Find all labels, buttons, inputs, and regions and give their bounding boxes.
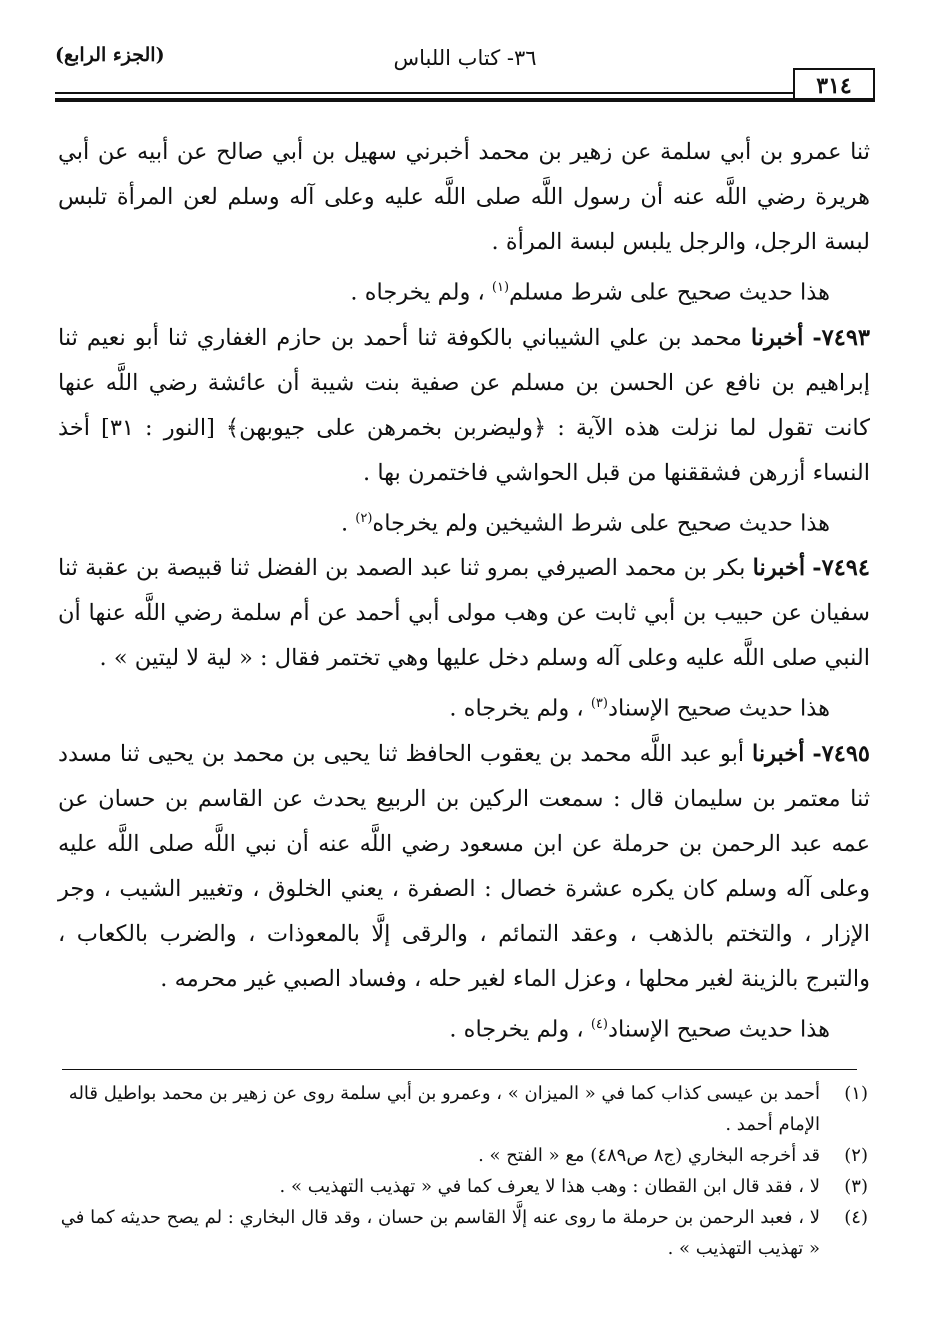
verdict-tail: ، ولم يخرجاه . bbox=[449, 695, 584, 722]
footnote-marker: (٤) bbox=[844, 1207, 868, 1228]
footnotes bbox=[60, 1078, 868, 1264]
hadith-7495 bbox=[58, 732, 870, 1002]
verdict-text: هذا حديث صحيح على شرط مسلم bbox=[509, 279, 830, 306]
footnote bbox=[60, 1202, 868, 1264]
verdict-tail: . bbox=[340, 510, 349, 536]
footnote-text: لا ، فعبد الرحمن بن حرملة ما روى عنه إلَّا القاسم بن حسان ، وقد قال البخاري : لم يصح حديثه كما في « تهذيب التهذيب » . bbox=[60, 1207, 820, 1259]
footnote bbox=[60, 1140, 868, 1171]
hadith-number: ٧٤٩٥- bbox=[812, 740, 870, 767]
footnote-ref: (١) bbox=[491, 280, 510, 295]
hadith-number: ٧٤٩٣- bbox=[812, 324, 871, 351]
header-rule-thin bbox=[55, 92, 793, 94]
verdict-line bbox=[58, 496, 870, 547]
hadith-intro: أخبرنا bbox=[750, 324, 804, 351]
hadith-intro: أخبرنا bbox=[752, 555, 806, 581]
paragraph-hadith-continuation bbox=[58, 130, 870, 265]
volume-label: (الجزء الرابع) bbox=[55, 44, 165, 66]
footnote bbox=[60, 1171, 868, 1202]
footnote-ref: (٣) bbox=[590, 696, 608, 711]
header-rule-thick bbox=[55, 98, 875, 102]
hadith-text: أبو عبد اللَّه محمد بن يعقوب الحافظ ثنا يحيى بن محمد بن يحيى ثنا مسدد ثنا معتمر بن سليمان قال : سمعت الركين بن الربيع يحدث عن القاسم بن حسان عن عمه عبد الرحمن بن حرملة عن ابن مسعود رضي اللَّه عنه أن نبي اللَّه صلى اللَّه عليه وعلى آله وسلم كان يكره عشرة خصال : الصفرة ، يعني الخلوق ، وتغيير الشيب ، وجر الإزار ، والتختم بالذهب ، وعقد التمائم ، والرقى إلَّا بالمعوذات ، والضرب بالكعاب ، والتبرج بالزينة لغير محلها ، وعزل الماء لغير حله ، وفساد الصبي غير محرمه . bbox=[58, 740, 870, 992]
footnote-ref: (٤) bbox=[590, 1016, 608, 1032]
footnote-marker: (٢) bbox=[844, 1145, 868, 1166]
hadith-text: بكر بن محمد الصيرفي بمرو ثنا عبد الصمد بن الفضل ثنا قبيصة بن عقبة ثنا سفيان عن حبيب بن أبي ثابت عن وهب مولى أبي أحمد عن أم سلمة رضي اللَّه عنها أن النبي صلى اللَّه عليه وعلى آله وسلم دخل عليها وهي تختمر فقال : « لية لا ليتين » . bbox=[58, 555, 870, 671]
hadith-number: ٧٤٩٤- bbox=[812, 555, 870, 581]
footnote-marker: (١) bbox=[844, 1083, 868, 1104]
hadith-7494 bbox=[58, 546, 870, 681]
hadith-intro: أخبرنا bbox=[751, 740, 805, 767]
chapter-title: ٣٦- كتاب اللباس bbox=[393, 46, 537, 70]
footnote-marker: (٣) bbox=[844, 1176, 868, 1197]
main-text bbox=[58, 130, 870, 1052]
paragraph-text: ثنا عمرو بن أبي سلمة عن زهير بن محمد أخبرني سهيل بن أبي صالح عن أبيه عن أبي هريرة رضي اللَّه عنه أن رسول اللَّه صلى اللَّه عليه وعلى آله وسلم لعن المرأة تلبس لبسة الرجل، والرجل يلبس لبسة المرأة . bbox=[58, 139, 870, 255]
footnote-ref: (٢) bbox=[355, 510, 373, 526]
verdict-text: هذا حديث صحيح الإسناد bbox=[607, 1016, 830, 1042]
hadith-7493 bbox=[58, 316, 870, 496]
verdict-line bbox=[58, 681, 870, 732]
footnote-text: أحمد بن عيسى كذاب كما في « الميزان » ، وعمرو بن أبي سلمة روى عن زهير بن محمد بواطيل قاله الإمام أحمد . bbox=[68, 1083, 820, 1135]
footnote-text: لا ، فقد قال ابن القطان : وهب هذا لا يعرف كما في « تهذيب التهذيب » . bbox=[279, 1176, 820, 1197]
verdict-tail: ، ولم يخرجاه . bbox=[449, 1016, 584, 1042]
verdict-text: هذا حديث صحيح الإسناد bbox=[607, 695, 830, 722]
hadith-text: محمد بن علي الشيباني بالكوفة ثنا أحمد بن حازم الغفاري ثنا أبو نعيم ثنا إبراهيم بن نافع عن الحسن بن مسلم عن صفية بنت شيبة أن عائشة رضي اللَّه عنها كانت تقول لما نزلت هذه الآية : ﴿وليضربن بخمرهن على جيوبهن﴾ [النور : ٣١] أخذ النساء أزرهن فشققنها من قبل الحواشي فاختمرن بها . bbox=[58, 324, 870, 486]
footnote-separator bbox=[62, 1069, 857, 1070]
verdict-tail: ، ولم يخرجاه . bbox=[350, 279, 485, 306]
verdict-line bbox=[58, 1002, 870, 1053]
page-number: ٣١٤ bbox=[793, 68, 875, 102]
verdict-line bbox=[58, 265, 870, 316]
footnote-text: قد أخرجه البخاري (ج٨ ص٤٨٩) مع « الفتح » . bbox=[478, 1145, 820, 1166]
footnote bbox=[60, 1078, 868, 1140]
verdict-text: هذا حديث صحيح على شرط الشيخين ولم يخرجاه bbox=[372, 510, 830, 536]
page-header bbox=[55, 38, 875, 98]
